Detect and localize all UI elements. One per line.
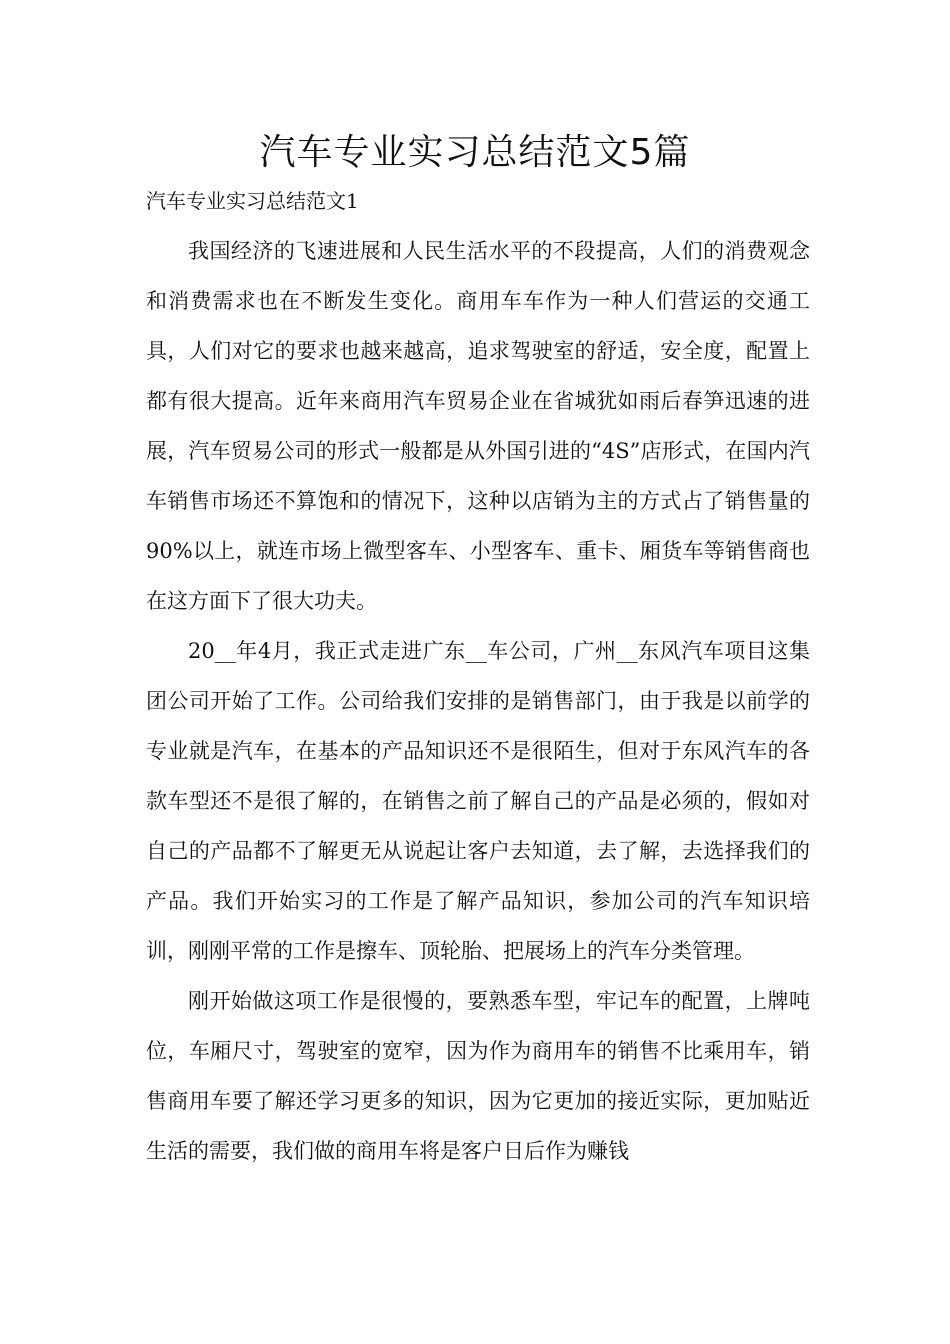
- document-body: [146, 226, 810, 1176]
- section-subtitle: 汽车专业实习总结范文1: [146, 189, 359, 213]
- paragraph-2: 20__年4月，我正式走进广东__车公司，广州__东风汽车项目这集团公司开始了工作。公司给我们安排的是销售部门，由于我是以前学的专业就是汽车，在基本的产品知识还不是很陌生，但对于东风汽车的各款车型还不是很了解的，在销售之前了解自己的产品是必须的，假如对自己的产品都不了解更无从说起让客户去知道，去了解，去选择我们的产品。我们开始实习的工作是了解产品知识，参加公司的汽车知识培训，刚刚平常的工作是擦车、顶轮胎、把展场上的汽车分类管理。: [146, 639, 810, 963]
- paragraph-3: 刚开始做这项工作是很慢的，要熟悉车型，牢记车的配置，上牌吨位，车厢尺寸，驾驶室的宽窄，因为作为商用车的销售不比乘用车，销售商用车要了解还学习更多的知识，因为它更加的接近实际，更加贴近生活的需要，我们做的商用车将是客户日后作为赚钱: [146, 989, 810, 1163]
- paragraph-1: 我国经济的飞速进展和人民生活水平的不段提高，人们的消费观念和消费需求也在不断发生变化。商用车车作为一种人们营运的交通工具，人们对它的要求也越来越高，追求驾驶室的舒适，安全度，配置上都有很大提高。近年来商用汽车贸易企业在省城犹如雨后春笋迅速的进展，汽车贸易公司的形式一般都是从外国引进的“4S”店形式，在国内汽车销售市场还不算饱和的情况下，这种以店销为主的方式占了销售量的90%以上，就连市场上微型客车、小型客车、重卡、厢货车等销售商也在这方面下了很大功夫。: [146, 239, 810, 613]
- document-title: 汽车专业实习总结范文5篇: [259, 132, 691, 173]
